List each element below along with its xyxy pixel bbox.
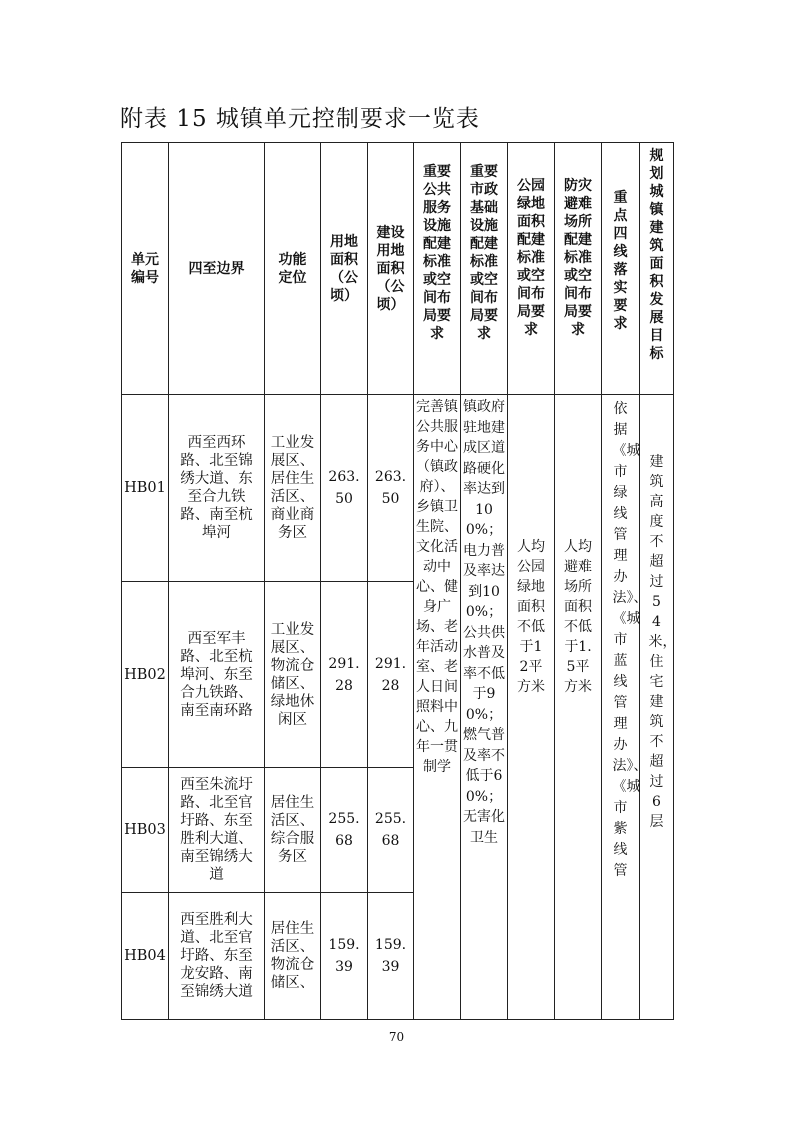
header-park: 公园绿地面积配建标准或空间布局要求 [508, 143, 555, 395]
public-service-cell: 完善镇公共服务中心（镇政府）、乡镇卫生院、文化活动中心、健身广场、老年活动室、老人日间照料中心、九年一贯制学 [414, 395, 461, 1020]
header-construction-area: 建设用地面积（公顷） [368, 143, 414, 395]
header-four-lines: 重点四线落实要求 [602, 143, 640, 395]
boundary-cell: 西至西环路、北至锦绣大道、东至合九铁路、南至杭埠河 [169, 395, 265, 582]
unit-id-cell: HB04 [122, 893, 169, 1020]
unit-control-table [121, 142, 677, 1020]
table-row [122, 395, 674, 582]
function-cell: 居住生活区、综合服务区 [265, 768, 321, 893]
table-title: 附表 15 城镇单元控制要求一览表 [120, 106, 480, 132]
park-cell: 人均公园绿地面积不低于12平方米 [508, 395, 555, 1020]
construction-area-cell: 255.68 [368, 768, 414, 893]
function-cell: 工业发展区、居住生活区、商业商务区 [265, 395, 321, 582]
header-public-service: 重要公共服务设施配建标准或空间布局要求 [414, 143, 461, 395]
land-area-cell: 291.28 [321, 582, 368, 768]
construction-area-cell: 159.39 [368, 893, 414, 1020]
header-shelter: 防灾避难场所配建标准或空间布局要求 [555, 143, 602, 395]
unit-id-cell: HB02 [122, 582, 169, 768]
unit-id-cell: HB01 [122, 395, 169, 582]
header-municipal: 重要市政基础设施配建标准或空间布局要求 [461, 143, 508, 395]
header-function: 功能定位 [265, 143, 321, 395]
land-area-cell: 159.39 [321, 893, 368, 1020]
header-row [122, 143, 674, 395]
header-unit-id: 单元编号 [122, 143, 169, 395]
function-cell: 居住生活区、物流仓储区、 [265, 893, 321, 1020]
construction-area-cell: 291.28 [368, 582, 414, 768]
header-boundary: 四至边界 [169, 143, 265, 395]
municipal-cell: 镇政府驻地建成区道路硬化率达到100%；电力普及率达到100%；公共供水普及率不低于90%；燃气普及率不低于60%；无害化卫生 [461, 395, 508, 1020]
land-area-cell: 263.50 [321, 395, 368, 582]
function-cell: 工业发展区、物流仓储区、绿地休闲区 [265, 582, 321, 768]
boundary-cell: 西至胜利大道、北至官圩路、东至龙安路、南至锦绣大道 [169, 893, 265, 1020]
four-lines-cell: 依据《城市绿线管理办法》、《城市蓝线管理办法》、《城市紫线管 [602, 395, 640, 1020]
shelter-cell: 人均避难场所面积不低于1.5平方米 [555, 395, 602, 1020]
unit-id-cell: HB03 [122, 768, 169, 893]
urban-building-cell: 建筑高度不超过54米，住宅建筑不超过6层 [640, 395, 674, 1020]
boundary-cell: 西至朱流圩路、北至官圩路、东至胜利大道、南至锦绣大道 [169, 768, 265, 893]
page-number: 70 [388, 1030, 405, 1044]
construction-area-cell: 263.50 [368, 395, 414, 582]
boundary-cell: 西至军丰路、北至杭埠河、东至合九铁路、南至南环路 [169, 582, 265, 768]
land-area-cell: 255.68 [321, 768, 368, 893]
header-land-area: 用地面积（公顷） [321, 143, 368, 395]
header-urban-building: 规划城镇建筑面积发展目标 [640, 143, 674, 395]
